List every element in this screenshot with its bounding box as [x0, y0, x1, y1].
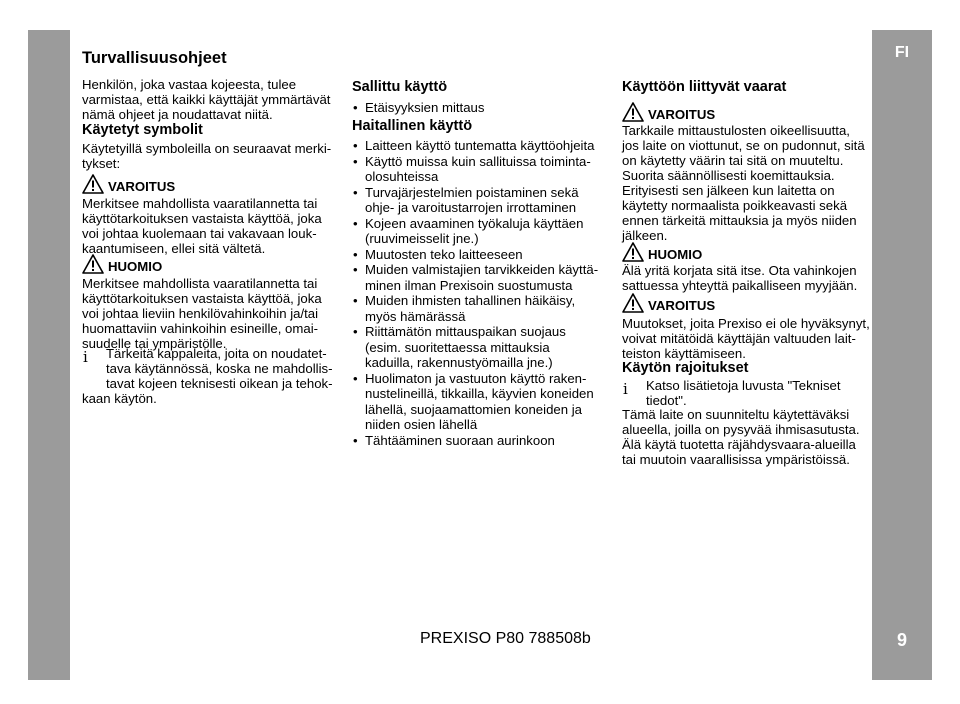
- caution-text-1: Merkitsee mahdollista vaaratilannetta tai: [82, 276, 318, 291]
- warning2-text-2: voivat mitätöidä käyttäjän valtuuden lait-: [622, 331, 856, 346]
- symbols-line-2: tykset:: [82, 156, 121, 171]
- left-margin-bar: [28, 30, 70, 680]
- list-item: • Tähtääminen suoraan aurinkoon: [352, 433, 598, 449]
- info-text-2: tava käytännössä, koska ne mahdollis-: [106, 361, 333, 376]
- warning-label: VAROITUS: [108, 178, 176, 194]
- footer-product-code: PREXISO P80 788508b: [420, 630, 591, 647]
- section-title: Turvallisuusohjeet: [82, 49, 227, 67]
- warning1-text-7: ennen tärkeitä mittauksia ja myös niiden: [622, 213, 857, 228]
- language-tab: FI: [894, 44, 910, 61]
- warning-text-1: Merkitsee mahdollista vaaratilannetta tai: [82, 196, 318, 211]
- warning-triangle-icon: [622, 293, 644, 313]
- harmful-use-list: [352, 138, 598, 448]
- limits-text-4: tai muutoin vaarallisissa ympäristöissä.: [622, 452, 850, 467]
- info-icon: i: [83, 348, 88, 366]
- symbols-heading: Käytetyt symbolit: [82, 122, 203, 138]
- warning-triangle-icon: [622, 102, 644, 122]
- warning-triangle-icon: [82, 174, 104, 194]
- warning1-text-2: jos laite on viottunut, se on pudonnut, sitä: [622, 138, 865, 153]
- warning1-symbol-row: [622, 102, 715, 122]
- harmful-use-heading: Haitallinen käyttö: [352, 118, 473, 134]
- caution-text-1: Älä yritä korjata sitä itse. Ota vahinkojen: [622, 263, 857, 278]
- warning-text-4: kaantumiseen, ellei sitä vältetä.: [82, 241, 266, 256]
- intro-line-2: varmistaa, että kaikki käyttäjät ymmärtävät: [82, 92, 331, 107]
- caution-symbol-row: [82, 254, 162, 274]
- caution-text-5: suudelle tai ympäristölle.: [82, 336, 227, 351]
- caution-text-2: sattuessa yhteyttä paikalliseen myyjään.: [622, 278, 858, 293]
- caution-text-3: voi johtaa lieviin henkilövahinkoihin ja/tai: [82, 306, 319, 321]
- warning1-text-5: Erityisesti sen jälkeen kun laitetta on: [622, 183, 835, 198]
- info-text-1: Tärkeitä kappaleita, joita on noudatet-: [106, 346, 327, 361]
- list-item: • Turvajärjestelmien poistaminen sekä ohje- ja varoitustarrojen irrottaminen: [352, 185, 598, 216]
- warning1-text-1: Tarkkaile mittaustulosten oikeellisuutta,: [622, 123, 850, 138]
- limits-heading: Käytön rajoitukset: [622, 360, 749, 376]
- warning1-text-3: on käytetty väärin tai sitä on muuteltu.: [622, 153, 844, 168]
- limits-text-1: Tämä laite on suunniteltu käytettäväksi: [622, 407, 850, 422]
- caution-label: HUOMIO: [648, 246, 703, 262]
- symbols-line-1: Käytetyillä symboleilla on seuraavat merki-: [82, 141, 332, 156]
- warning2-text-3: teiston käyttämiseen.: [622, 346, 746, 361]
- warning2-label: VAROITUS: [648, 297, 716, 313]
- warning-symbol-row: [82, 174, 175, 194]
- warning-triangle-icon: [622, 242, 644, 262]
- list-item: • Muiden valmistajien tarvikkeiden käyttä- minen ilman Prexisoin suostumusta: [352, 262, 598, 293]
- limits-info-1: Katso lisätietoja luvusta "Tekniset: [646, 378, 841, 393]
- caution-text-4: huomattaviin vahinkoihin esineille, omai-: [82, 321, 319, 336]
- warning1-text-8: jälkeen.: [622, 228, 668, 243]
- warning1-label: VAROITUS: [648, 106, 716, 122]
- limits-text-2: alueella, joilla on pysyvää ihmisasutusta.: [622, 422, 860, 437]
- limits-info-2: tiedot".: [646, 393, 687, 408]
- info-text-4: kaan käytön.: [82, 391, 157, 406]
- warning1-text-6: käytetty normaalista poikkeavasti sekä: [622, 198, 848, 213]
- warning2-symbol-row: [622, 293, 715, 313]
- list-item: • Muutosten teko laitteeseen: [352, 247, 598, 263]
- info-icon: i: [623, 380, 628, 398]
- list-item: • Huolimaton ja vastuuton käyttö raken- nustelineillä, tikkailla, käyvien koneiden lähellä, suojaamattomien koneiden ja niiden osien lähellä: [352, 371, 598, 433]
- permitted-use-list: [352, 100, 484, 116]
- info-text-3: tavat kojeen teknisesti oikean ja tehok-: [106, 376, 333, 391]
- intro-line-1: Henkilön, joka vastaa kojeesta, tulee: [82, 77, 297, 92]
- warning-text-3: voi johtaa kuolemaan tai vakavaan louk-: [82, 226, 317, 241]
- caution-label: HUOMIO: [108, 258, 163, 274]
- list-item: • Riittämätön mittauspaikan suojaus (esim. suoritettaessa mittauksia kaduilla, rakennustyömailla jne.): [352, 324, 598, 371]
- page-number: 9: [896, 630, 907, 650]
- right-margin-bar: [872, 30, 932, 680]
- hazards-heading: Käyttöön liittyvät vaarat: [622, 79, 787, 95]
- warning-triangle-icon: [82, 254, 104, 274]
- list-item: • Muiden ihmisten tahallinen häikäisy, myös hämärässä: [352, 293, 598, 324]
- intro-line-3: nämä ohjeet ja noudattavat niitä.: [82, 107, 273, 122]
- warning1-text-4: Suorita säännöllisesti koemittauksia.: [622, 168, 835, 183]
- warning-text-2: käyttötarkoituksen vastaista käyttöä, joka: [82, 211, 322, 226]
- list-item: • Etäisyyksien mittaus: [352, 100, 484, 116]
- limits-text-3: Älä käytä tuotetta räjähdysvaara-alueilla: [622, 437, 856, 452]
- permitted-use-heading: Sallittu käyttö: [352, 79, 448, 95]
- list-item: • Käyttö muissa kuin sallituissa toiminta- olosuhteissa: [352, 154, 598, 185]
- warning2-text-1: Muutokset, joita Prexiso ei ole hyväksynyt,: [622, 316, 870, 331]
- list-item: • Kojeen avaaminen työkaluja käyttäen (ruuvimeisselit jne.): [352, 216, 598, 247]
- list-item: • Laitteen käyttö tuntematta käyttöohjeita: [352, 138, 598, 154]
- caution-symbol-row: [622, 242, 702, 262]
- caution-text-2: käyttötarkoituksen vastaista käyttöä, joka: [82, 291, 322, 306]
